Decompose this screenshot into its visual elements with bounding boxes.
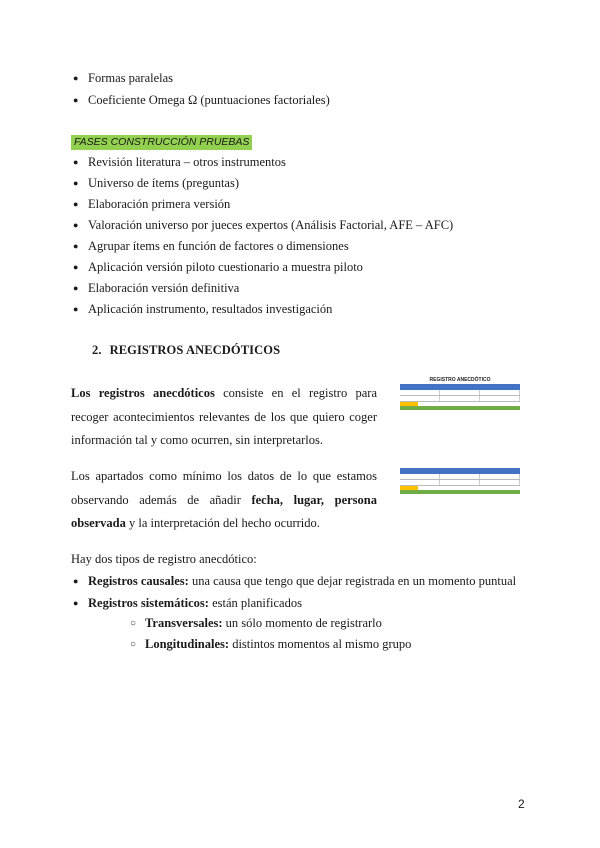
bullet-icon: ● <box>73 95 79 105</box>
page-number: 2 <box>518 797 525 811</box>
phases-heading: FASES CONSTRUCCIÓN PRUEBAS <box>71 135 252 150</box>
paragraph-registros: Los registros anecdóticos consiste en el registro para recoger acontecimientos relevantes de los que quiero coger información tal y como ocurren, sin interpretarlos. <box>71 386 377 447</box>
circle-bullet-icon: ○ <box>130 618 137 629</box>
list-item: ● Elaboración versión definitiva <box>88 279 239 298</box>
bullet-icon: ● <box>73 178 79 188</box>
list-item: ● Formas paralelas <box>88 69 173 88</box>
sub-list-item: ○ Longitudinales: distintos momentos al mismo grupo <box>145 635 411 654</box>
bullet-icon: ● <box>73 262 79 272</box>
bullet-icon: ● <box>73 157 79 167</box>
bullet-icon: ● <box>73 241 79 251</box>
bullet-icon: ● <box>73 220 79 230</box>
list-item: ● Valoración universo por jueces expertos (Análisis Factorial, AFE – AFC) <box>88 216 453 235</box>
list-item: ● Registros causales: una causa que tengo que dejar registrada en un momento puntual <box>88 572 516 591</box>
list-item: ● Registros sistemáticos: están planificados <box>88 594 302 613</box>
bullet-icon: ● <box>73 73 79 83</box>
list-item: ● Universo de ítems (preguntas) <box>88 174 239 193</box>
list-item: ● Agrupar ítems en función de factores o dimensiones <box>88 237 349 256</box>
types-intro: Hay dos tipos de registro anecdótico: <box>71 552 257 566</box>
bullet-icon: ● <box>73 304 79 314</box>
bullet-icon: ● <box>73 199 79 209</box>
list-item: ● Elaboración primera versión <box>88 195 230 214</box>
sub-list-item: ○ Transversales: un sólo momento de registrarlo <box>145 614 382 633</box>
list-item: ● Aplicación versión piloto cuestionario a muestra piloto <box>88 258 363 277</box>
paragraph-apartados: Los apartados como mínimo los datos de lo que estamos observando además de añadir fecha, lugar, persona observada y la interpretación del hecho ocurrido. <box>71 469 377 530</box>
section-heading: 2. REGISTROS ANECDÓTICOS <box>92 343 281 357</box>
registro-anecdotico-thumbnail <box>400 376 520 410</box>
bullet-icon: ● <box>73 576 79 586</box>
list-item: ● Revisión literatura – otros instrumentos <box>88 153 286 172</box>
thumbnail-title: REGISTRO ANECDÓTICO <box>429 377 491 383</box>
list-item: ● Coeficiente Omega Ω (puntuaciones factoriales) <box>88 91 330 110</box>
bullet-icon: ● <box>73 283 79 293</box>
registro-table-thumbnail <box>400 468 520 494</box>
list-item: ● Aplicación instrumento, resultados investigación <box>88 300 332 319</box>
circle-bullet-icon: ○ <box>130 639 137 650</box>
bullet-icon: ● <box>73 598 79 608</box>
